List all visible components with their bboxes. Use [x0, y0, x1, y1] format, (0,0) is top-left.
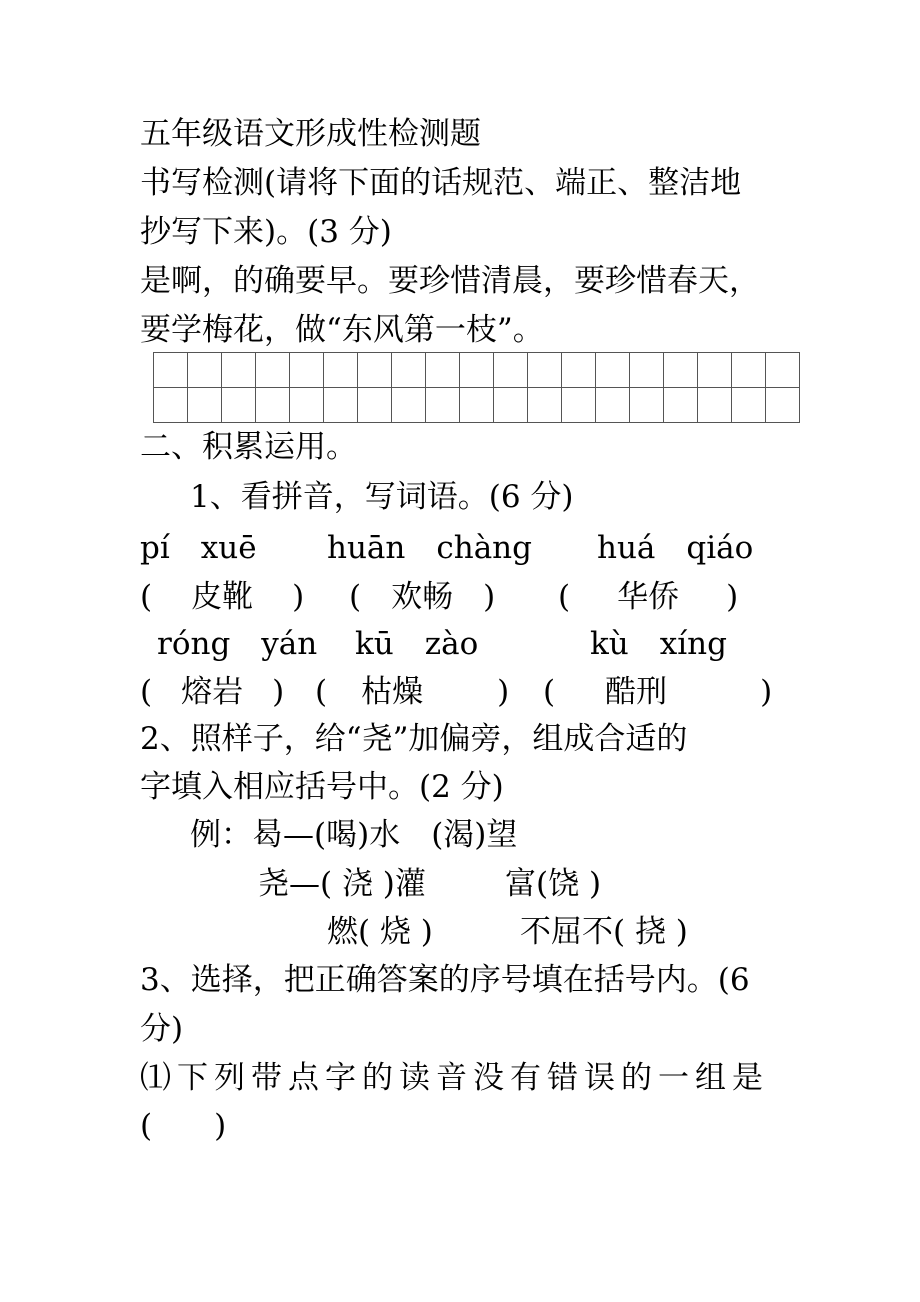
answer-box-5: ( 枯燥 ) [315, 674, 510, 710]
section-2-heading: 二、积累运用。 [140, 429, 357, 465]
pinyin-pixue: pí xuē [140, 530, 257, 566]
grid-cell[interactable] [528, 353, 562, 388]
q1-title: 1、看拼音，写词语。(6 分) [190, 479, 574, 515]
grid-cell[interactable] [732, 388, 766, 423]
grid-cell[interactable] [154, 353, 188, 388]
grid-cell[interactable] [698, 353, 732, 388]
grid-cell[interactable] [596, 388, 630, 423]
passage-line-1: 是啊，的确要早。要珍惜清晨，要珍惜春天， [140, 263, 760, 299]
grid-cell[interactable] [426, 388, 460, 423]
pinyin-kuzao: kū zào [355, 626, 479, 662]
answer-box-6: ( 酷刑 ) [543, 674, 773, 710]
pinyin-huaqiao: huá qiáo [597, 530, 754, 566]
grid-cell[interactable] [494, 353, 528, 388]
grid-cell[interactable] [664, 388, 698, 423]
grid-cell[interactable] [460, 388, 494, 423]
answer-box-4: ( 熔岩 ) [140, 674, 285, 710]
q2-answer-nao: 不屈不( 挠 ) [520, 914, 688, 950]
grid-cell[interactable] [766, 353, 800, 388]
grid-cell[interactable] [562, 388, 596, 423]
grid-cell[interactable] [324, 353, 358, 388]
grid-cell[interactable] [358, 388, 392, 423]
writing-instruction-line-2: 抄写下来)。(3 分) [140, 214, 392, 250]
passage-line-2: 要学梅花，做“东风第一枝”。 [140, 312, 544, 348]
grid-cell[interactable] [630, 388, 664, 423]
grid-cell[interactable] [290, 388, 324, 423]
answer-box-1: ( 皮靴 ) [140, 579, 305, 615]
grid-cell[interactable] [664, 353, 698, 388]
grid-cell[interactable] [494, 388, 528, 423]
grid-cell[interactable] [256, 353, 290, 388]
q2-title-line-2: 字填入相应括号中。(2 分) [140, 769, 504, 805]
answer-text: 酷刑 [605, 674, 668, 710]
q2-example: 例：曷—(喝)水 (渴)望 [190, 817, 518, 853]
grid-cell[interactable] [154, 388, 188, 423]
writing-instruction-line-1: 书写检测(请将下面的话规范、端正、整洁地 [140, 165, 742, 201]
grid-cell[interactable] [392, 353, 426, 388]
pinyin-huanchang: huān chàng [327, 530, 532, 566]
q2-answer-rao: 富(饶 ) [505, 866, 602, 902]
answer-text: 欢畅 [391, 579, 454, 615]
grid-cell[interactable] [766, 388, 800, 423]
pinyin-kuxing: kù xíng [590, 626, 727, 662]
grid-cell[interactable] [630, 353, 664, 388]
answer-box-3: ( 华侨 ) [558, 579, 739, 615]
grid-cell[interactable] [732, 353, 766, 388]
answer-box-2: ( 欢畅 ) [349, 579, 496, 615]
grid-cell[interactable] [426, 353, 460, 388]
grid-cell[interactable] [596, 353, 630, 388]
grid-cell[interactable] [222, 388, 256, 423]
pinyin-rongyan: róng yán [157, 626, 318, 662]
grid-cell[interactable] [222, 353, 256, 388]
writing-grid[interactable] [153, 352, 800, 423]
grid-cell[interactable] [188, 388, 222, 423]
q2-title-line-1: 2、照样子，给“尧”加偏旁，组成合适的 [140, 721, 688, 757]
grid-cell[interactable] [188, 353, 222, 388]
q3-subquestion-1: ⑴下列带点字的读音没有错误的一组是 [140, 1060, 769, 1096]
grid-cell[interactable] [290, 353, 324, 388]
grid-cell[interactable] [528, 388, 562, 423]
answer-text: 熔岩 [181, 674, 244, 710]
grid-cell[interactable] [256, 388, 290, 423]
grid-cell[interactable] [460, 353, 494, 388]
answer-text: 华侨 [617, 579, 680, 615]
q3-title-line-2: 分) [140, 1011, 184, 1047]
grid-cell[interactable] [324, 388, 358, 423]
grid-cell[interactable] [392, 388, 426, 423]
answer-text: 枯燥 [361, 674, 424, 710]
answer-text: 皮靴 [191, 579, 254, 615]
grid-cell[interactable] [698, 388, 732, 423]
q3-title-line-1: 3、选择，把正确答案的序号填在括号内。(6 [140, 962, 750, 998]
grid-cell[interactable] [562, 353, 596, 388]
grid-cell[interactable] [358, 353, 392, 388]
q3-answer-blank[interactable]: ( ) [140, 1108, 227, 1144]
q2-answer-jiao: 尧—( 浇 )灌 [258, 866, 426, 902]
page-title: 五年级语文形成性检测题 [140, 116, 481, 152]
q2-answer-shao: 燃( 烧 ) [327, 914, 433, 950]
